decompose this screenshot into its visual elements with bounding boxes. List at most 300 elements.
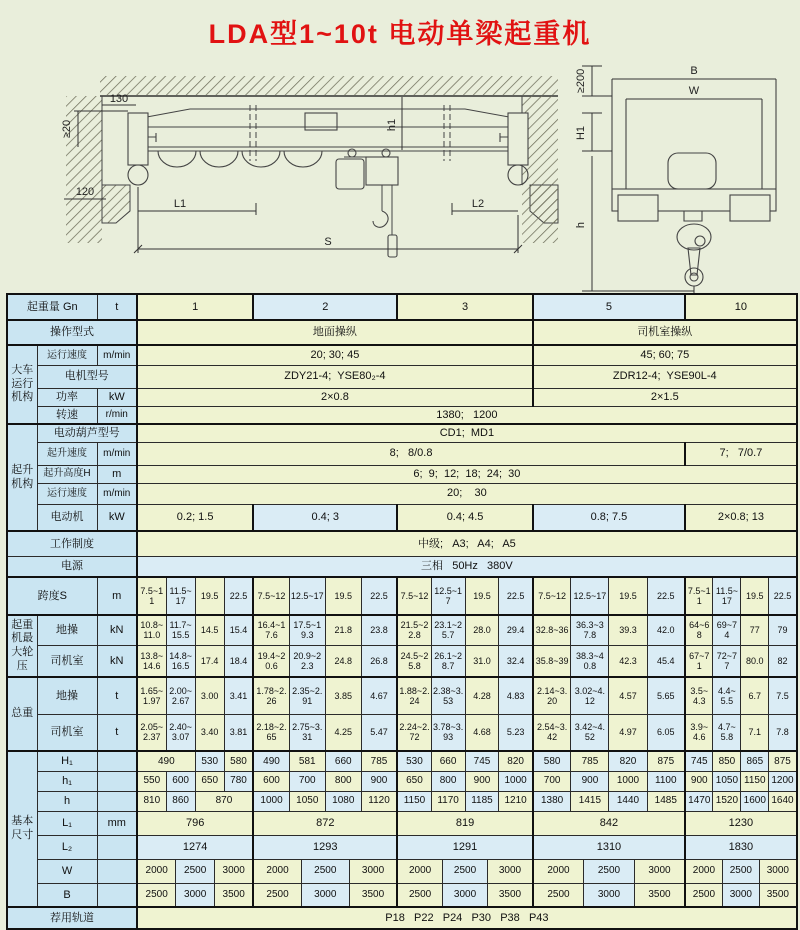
cell: 6.7 — [741, 677, 769, 714]
cell: 2.14~3.20 — [533, 677, 571, 714]
cell: ZDY21-4; YSE80₂-4 — [137, 365, 533, 388]
cell: 1600 — [741, 791, 769, 811]
cell: 82 — [769, 645, 797, 677]
cell: 2500 — [137, 883, 176, 907]
cell: 580 — [224, 751, 253, 771]
cell: 11.7~15.5 — [166, 615, 195, 645]
cell: 21.5~22.8 — [397, 615, 431, 645]
cell: 1120 — [361, 791, 397, 811]
cell: 19.5 — [741, 577, 769, 615]
row-label: 司机室 — [37, 714, 97, 751]
cell: 1274 — [137, 835, 253, 859]
unit-cell — [97, 835, 137, 859]
cell: 3000 — [722, 883, 759, 907]
dim-L1: L1 — [173, 198, 187, 210]
group-label: 起升机构 — [7, 424, 37, 531]
table-row — [7, 907, 797, 929]
cell: 745 — [465, 751, 499, 771]
cell: 15.4 — [224, 615, 253, 645]
hook-icon — [373, 211, 388, 227]
cell: 530 — [195, 751, 224, 771]
cell: 31.0 — [465, 645, 499, 677]
unit-cell: m/min — [97, 483, 137, 504]
cell: 0.4; 3 — [253, 504, 397, 531]
cell: 600 — [166, 771, 195, 791]
cell: 550 — [137, 771, 166, 791]
cell: 1830 — [685, 835, 797, 859]
group-label: 起重机最大轮压 — [7, 615, 37, 677]
row-label: 跨度S — [7, 577, 97, 615]
cell: 7.5~12 — [253, 577, 289, 615]
table-row — [7, 345, 797, 365]
cell: 7.8 — [769, 714, 797, 751]
cell: 785 — [361, 751, 397, 771]
cell: 875 — [769, 751, 797, 771]
table-row — [7, 531, 797, 556]
cell: 4.83 — [499, 677, 533, 714]
cell: 785 — [571, 751, 609, 771]
cell: 490 — [253, 751, 289, 771]
row-label: H₁ — [37, 751, 97, 771]
cell: 24.8 — [325, 645, 361, 677]
cell: 1230 — [685, 811, 797, 835]
cell: 1150 — [741, 771, 769, 791]
cell: 32.4 — [499, 645, 533, 677]
cell: 7.5 — [769, 677, 797, 714]
table-row — [7, 811, 797, 835]
bridge-girder — [128, 105, 528, 185]
table-row — [7, 424, 797, 442]
cell: 5.23 — [499, 714, 533, 751]
cell: 3.9~4.6 — [685, 714, 713, 751]
unit-cell: m — [97, 577, 137, 615]
cell: 中级; A3; A4; A5 — [137, 531, 797, 556]
cell: 820 — [499, 751, 533, 771]
pendant-control — [388, 235, 397, 257]
cell: 3.02~4.12 — [571, 677, 609, 714]
cell: 35.8~39 — [533, 645, 571, 677]
cell: 660 — [431, 751, 465, 771]
cell: 23.8 — [361, 615, 397, 645]
cell: 1520 — [713, 791, 741, 811]
row-label: 运行速度 — [37, 345, 97, 365]
cell: 800 — [325, 771, 361, 791]
table-row — [7, 465, 797, 483]
table-row — [7, 365, 797, 388]
cell: 45.4 — [647, 645, 685, 677]
cell: 21.8 — [325, 615, 361, 645]
row-label: L₂ — [37, 835, 97, 859]
cell: 3000 — [215, 859, 254, 883]
end-truck-right — [508, 113, 528, 165]
cell: 26.8 — [361, 645, 397, 677]
cell: 29.4 — [499, 615, 533, 645]
cell: 11.5~17 — [713, 577, 741, 615]
cell: 13.8~14.6 — [137, 645, 166, 677]
cell: ZDR12-4; YSE90L-4 — [533, 365, 797, 388]
row-label: L₁ — [37, 811, 97, 835]
crane-drawing-svg — [0, 53, 800, 293]
cell: 1380; 1200 — [137, 406, 797, 424]
cell: 0.2; 1.5 — [137, 504, 253, 531]
table-row — [7, 859, 797, 883]
ceiling-hatch — [100, 76, 558, 96]
cell: 7.5~11 — [685, 577, 713, 615]
cell: 20.9~22.3 — [289, 645, 325, 677]
cell: 4.97 — [609, 714, 647, 751]
dim-120: 120 — [75, 186, 95, 198]
cell: 2000 — [397, 859, 442, 883]
left-wall — [66, 96, 130, 243]
cell: 8; 8/0.8 — [137, 442, 685, 465]
cell: 38.3~40.8 — [571, 645, 609, 677]
cell: 796 — [137, 811, 253, 835]
cell: 0.4; 4.5 — [397, 504, 533, 531]
row-label: 起重量 Gn — [7, 294, 97, 320]
cell: 3500 — [349, 883, 397, 907]
cell: 42.0 — [647, 615, 685, 645]
cell: 580 — [533, 751, 571, 771]
unit-cell: t — [97, 294, 137, 320]
cell: 2×0.8; 13 — [685, 504, 797, 531]
cell: 36.3~37.8 — [571, 615, 609, 645]
row-label: 地操 — [37, 677, 97, 714]
cell: 4.68 — [465, 714, 499, 751]
cell: 22.5 — [361, 577, 397, 615]
cell: 17.5~19.3 — [289, 615, 325, 645]
cell: 0.8; 7.5 — [533, 504, 685, 531]
cell: 2.18~2.65 — [253, 714, 289, 751]
table-row — [7, 771, 797, 791]
cell: 700 — [533, 771, 571, 791]
cell: 3.00 — [195, 677, 224, 714]
cell: 1100 — [647, 771, 685, 791]
cell: 2500 — [301, 859, 349, 883]
unit-cell: t — [97, 677, 137, 714]
cell: 地面操纵 — [137, 320, 533, 345]
unit-cell — [97, 751, 137, 771]
cell: 19.5 — [325, 577, 361, 615]
cell: 23.1~25.7 — [431, 615, 465, 645]
row-label: 操作型式 — [7, 320, 137, 345]
unit-cell: kW — [97, 388, 137, 406]
cell: 2 — [253, 294, 397, 320]
unit-cell: mm — [97, 811, 137, 835]
cell: 1000 — [253, 791, 289, 811]
cell: 67~71 — [685, 645, 713, 677]
cell: 2000 — [137, 859, 176, 883]
unit-cell — [97, 771, 137, 791]
cell: 2500 — [722, 859, 759, 883]
cell: 20; 30; 45 — [137, 345, 533, 365]
row-label: 电动葫芦型号 — [37, 424, 137, 442]
row-label: 起升高度H — [37, 465, 97, 483]
group-label: 基本尺寸 — [7, 751, 37, 907]
cell: 1185 — [465, 791, 499, 811]
cell: 900 — [361, 771, 397, 791]
table-row — [7, 577, 797, 615]
cell: 22.5 — [499, 577, 533, 615]
hook-eye — [685, 268, 703, 286]
table-row — [7, 645, 797, 677]
cell: 1485 — [647, 791, 685, 811]
cell: 3000 — [634, 859, 685, 883]
table-row — [7, 294, 797, 320]
cell: 19.4~20.6 — [253, 645, 289, 677]
cell: 4.25 — [325, 714, 361, 751]
unit-cell — [97, 883, 137, 907]
cell: 1.78~2.26 — [253, 677, 289, 714]
cell: 3.81 — [224, 714, 253, 751]
cell: 2500 — [685, 883, 722, 907]
table-row — [7, 483, 797, 504]
cell: 7.1 — [741, 714, 769, 751]
cell: 4.67 — [361, 677, 397, 714]
table-row — [7, 835, 797, 859]
cell: 7.5~11 — [137, 577, 166, 615]
cell: 660 — [325, 751, 361, 771]
cell: 1 — [137, 294, 253, 320]
cell: 870 — [195, 791, 253, 811]
cell: 80.0 — [741, 645, 769, 677]
table-row — [7, 791, 797, 811]
dim-130: 130 — [109, 93, 129, 105]
cell: 600 — [253, 771, 289, 791]
cell: 17.4 — [195, 645, 224, 677]
cell: 900 — [571, 771, 609, 791]
cell: 2.54~3.42 — [533, 714, 571, 751]
table-row — [7, 320, 797, 345]
cell: 2000 — [533, 859, 584, 883]
table-row — [7, 388, 797, 406]
group-label: 大车运行机构 — [7, 345, 37, 424]
cell: 16.4~17.6 — [253, 615, 289, 645]
cell: 2.35~2.91 — [289, 677, 325, 714]
cell: 3000 — [759, 859, 796, 883]
cell: 1380 — [533, 791, 571, 811]
row-label: 工作制度 — [7, 531, 137, 556]
cell: 7; 7/0.7 — [685, 442, 797, 465]
cell: 2.40~3.07 — [166, 714, 195, 751]
cell: 11.5~17 — [166, 577, 195, 615]
unit-cell: kN — [97, 645, 137, 677]
dim-ge200: ≥200 — [575, 68, 587, 94]
cell: 2500 — [584, 859, 635, 883]
table-row — [7, 714, 797, 751]
cell: 42.3 — [609, 645, 647, 677]
cell: 12.5~17 — [431, 577, 465, 615]
cell: 842 — [533, 811, 685, 835]
cell: 1440 — [609, 791, 647, 811]
cell: 10.8~11.0 — [137, 615, 166, 645]
cell: 18.4 — [224, 645, 253, 677]
page-title: LDA型1~10t 电动单梁起重机 — [208, 19, 592, 49]
cell: 2×1.5 — [533, 388, 797, 406]
cell: 7.5~12 — [397, 577, 431, 615]
table-row — [7, 615, 797, 645]
cell: 1470 — [685, 791, 713, 811]
cell: 2500 — [533, 883, 584, 907]
table-row — [7, 504, 797, 531]
cell: 2×0.8 — [137, 388, 533, 406]
cell: 4.7~5.8 — [713, 714, 741, 751]
cell: 14.5 — [195, 615, 224, 645]
dim-L2: L2 — [471, 198, 485, 210]
unit-cell: r/min — [97, 406, 137, 424]
table-row — [7, 677, 797, 714]
unit-cell — [97, 859, 137, 883]
cell: 1.65~1.97 — [137, 677, 166, 714]
cell: 3000 — [349, 859, 397, 883]
dim-ge20: ≥20 — [61, 119, 73, 139]
cell: 26.1~28.7 — [431, 645, 465, 677]
row-label: 功率 — [37, 388, 97, 406]
row-label: h — [37, 791, 97, 811]
cell: 45; 60; 75 — [533, 345, 797, 365]
group-label: 总重 — [7, 677, 37, 751]
cell: 28.0 — [465, 615, 499, 645]
cell: 875 — [647, 751, 685, 771]
cell: 19.5 — [465, 577, 499, 615]
cell: 2000 — [685, 859, 722, 883]
cell: 1150 — [397, 791, 431, 811]
cell: 1210 — [499, 791, 533, 811]
end-truck-left — [128, 113, 148, 165]
cell: 2500 — [397, 883, 442, 907]
unit-cell: t — [97, 714, 137, 751]
cell: 3000 — [176, 883, 215, 907]
cell: 72~77 — [713, 645, 741, 677]
cell: 745 — [685, 751, 713, 771]
cell: 1050 — [289, 791, 325, 811]
cell: 2500 — [253, 883, 301, 907]
row-label: 电源 — [7, 556, 137, 577]
crane-technical-drawing — [0, 53, 800, 293]
cell: CD1; MD1 — [137, 424, 797, 442]
row-label: B — [37, 883, 97, 907]
cell: 三相 50Hz 380V — [137, 556, 797, 577]
unit-cell: m/min — [97, 442, 137, 465]
unit-cell — [97, 791, 137, 811]
dim-W: W — [688, 85, 700, 97]
row-label: 地操 — [37, 615, 97, 645]
cell: 2500 — [442, 859, 487, 883]
row-label: 转速 — [37, 406, 97, 424]
dim-B: B — [690, 65, 698, 77]
cell: 850 — [713, 751, 741, 771]
cell: 4.57 — [609, 677, 647, 714]
cell: 700 — [289, 771, 325, 791]
cell: P18 P22 P24 P30 P38 P43 — [137, 907, 797, 929]
cell: 3.78~3.93 — [431, 714, 465, 751]
cell: 1310 — [533, 835, 685, 859]
cell: 3500 — [488, 883, 533, 907]
cell: 2000 — [253, 859, 301, 883]
cell: 1291 — [397, 835, 533, 859]
hoist-motor-end — [668, 153, 716, 189]
cell: 3000 — [301, 883, 349, 907]
cell: 1293 — [253, 835, 397, 859]
cell: 32.8~36 — [533, 615, 571, 645]
cell: 780 — [224, 771, 253, 791]
cell: 581 — [289, 751, 325, 771]
row-label: 司机室 — [37, 645, 97, 677]
cell: 872 — [253, 811, 397, 835]
cell: 22.5 — [224, 577, 253, 615]
festoon-cable-loops — [158, 151, 322, 167]
cell: 1.88~2.24 — [397, 677, 431, 714]
cell: 1080 — [325, 791, 361, 811]
unit-cell: m/min — [97, 345, 137, 365]
cell: 820 — [609, 751, 647, 771]
cell: 3 — [397, 294, 533, 320]
cell: 2500 — [176, 859, 215, 883]
cell: 1050 — [713, 771, 741, 791]
cell: 19.5 — [195, 577, 224, 615]
cell: 4.4~5.5 — [713, 677, 741, 714]
dim-h: h — [575, 221, 587, 229]
cell: 39.3 — [609, 615, 647, 645]
cell: 650 — [195, 771, 224, 791]
cell: 900 — [685, 771, 713, 791]
cell: 1000 — [499, 771, 533, 791]
cell: 1200 — [769, 771, 797, 791]
cell: 530 — [397, 751, 431, 771]
cell: 22.5 — [769, 577, 797, 615]
table-row — [7, 406, 797, 424]
cell: 3.85 — [325, 677, 361, 714]
cell: 5 — [533, 294, 685, 320]
cell: 64~68 — [685, 615, 713, 645]
unit-cell: kW — [97, 504, 137, 531]
cell: 3.41 — [224, 677, 253, 714]
cell: 800 — [431, 771, 465, 791]
cell: 10 — [685, 294, 797, 320]
cell: 3500 — [215, 883, 254, 907]
cell: 1000 — [609, 771, 647, 791]
row-label: 起升速度 — [37, 442, 97, 465]
dim-H1: H1 — [575, 125, 587, 141]
cell: 6; 9; 12; 18; 24; 30 — [137, 465, 797, 483]
unit-cell: m — [97, 465, 137, 483]
table-row — [7, 883, 797, 907]
unit-cell: kN — [97, 615, 137, 645]
cell: 4.28 — [465, 677, 499, 714]
cell: 20; 30 — [137, 483, 797, 504]
cell: 2.38~3.53 — [431, 677, 465, 714]
cell: 1415 — [571, 791, 609, 811]
cell: 19.5 — [609, 577, 647, 615]
cell: 司机室操纵 — [533, 320, 797, 345]
row-label: 电机型号 — [37, 365, 137, 388]
table-row — [7, 556, 797, 577]
cell: 3500 — [634, 883, 685, 907]
cell: 77 — [741, 615, 769, 645]
dim-S: S — [324, 236, 332, 248]
cell: 3.5~4.3 — [685, 677, 713, 714]
row-label: 运行速度 — [37, 483, 97, 504]
table-row — [7, 442, 797, 465]
cell: 14.8~16.5 — [166, 645, 195, 677]
table-row — [7, 751, 797, 771]
hoist-trolley — [336, 149, 398, 257]
row-label: W — [37, 859, 97, 883]
dim-h1: h1 — [386, 118, 398, 132]
cell: 2.75~3.31 — [289, 714, 325, 751]
cell: 810 — [137, 791, 166, 811]
cell: 5.65 — [647, 677, 685, 714]
cell: 860 — [166, 791, 195, 811]
